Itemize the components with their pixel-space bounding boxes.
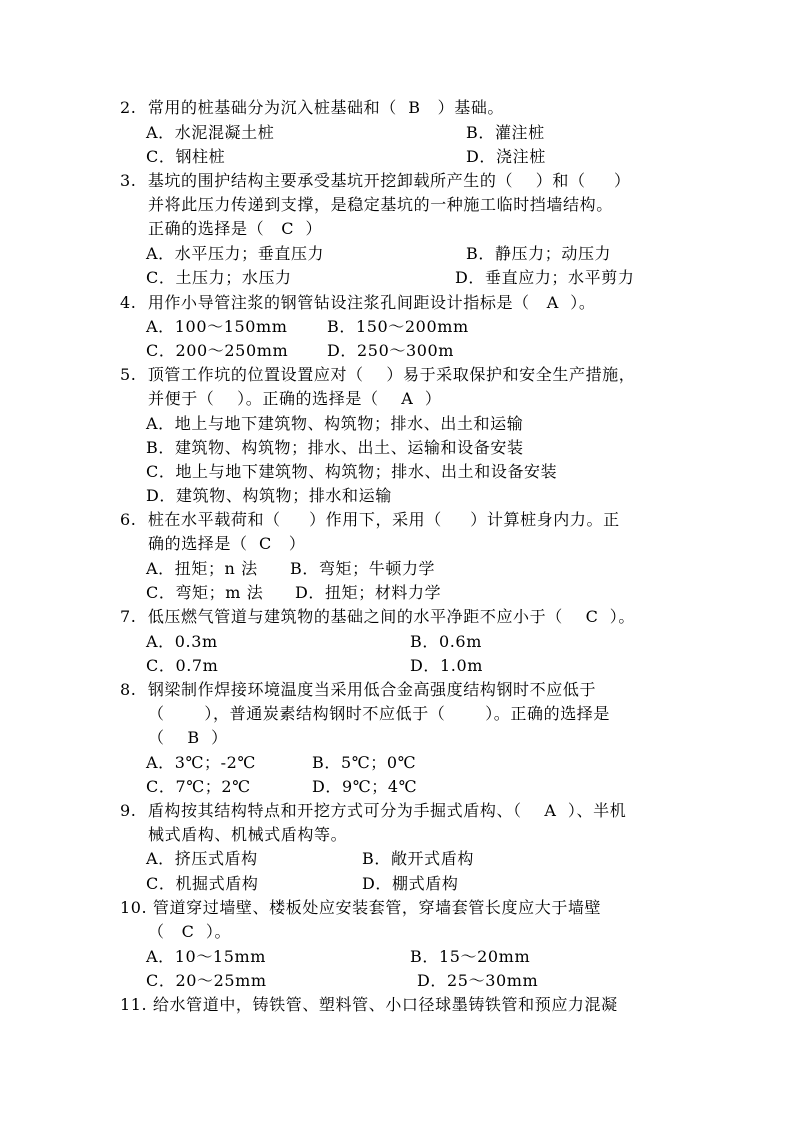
question-10-option-d: D．25～30mm (417, 971, 539, 990)
question-2-option-a: A．水泥混凝土桩 (146, 123, 275, 142)
question-8-option-d: D．9℃；4℃ (312, 777, 418, 796)
question-8-option-c: C．7℃；2℃ (146, 777, 251, 796)
question-3-stem-line-3: 正确的选择是（ C ） (148, 219, 323, 238)
question-4-option-a: A．100～150mm (146, 317, 288, 336)
question-5-stem-line-1: 5. 顶管工作坑的位置设置应对（ ）易于采取保护和安全生产措施， (120, 365, 636, 384)
question-7-option-c: C．0.7m (146, 656, 219, 675)
question-10-option-a: A．10～15mm (146, 947, 267, 966)
question-2-stem: 2. 常用的桩基础分为沉入桩基础和（ B ）基础。 (120, 98, 505, 117)
question-4-option-d: D．250～300m (327, 341, 455, 360)
question-4-stem: 4. 用作小导管注浆的钢管钻设注浆孔间距设计指标是（ A ）。 (120, 293, 596, 312)
question-3-stem-line-1: 3. 基坑的围护结构主要承受基坑开挖卸载所产生的（ ）和（ ） (120, 171, 631, 190)
question-9-stem-line-2: 械式盾构、机械式盾构等。 (148, 825, 348, 844)
question-10-option-b: B．15～20mm (410, 947, 531, 966)
question-6-option-a: A．扭矩；n 法 (146, 559, 258, 578)
question-9-option-b: B．敞开式盾构 (362, 849, 474, 868)
question-7-option-a: A．0.3m (146, 632, 218, 651)
question-8-stem-line-3: （ B ） (148, 728, 228, 747)
question-9-option-d: D．棚式盾构 (362, 874, 459, 893)
question-8-stem-line-2: （ ），普通炭素结构钢时不应低于（ ）。正确的选择是 (148, 704, 611, 723)
question-3-option-c: C．土压力；水压力 (146, 268, 292, 287)
question-5-option-c: C．地上与地下建筑物、构筑物；排水、出土和设备安装 (146, 462, 558, 481)
question-7-option-b: B．0.6m (410, 632, 482, 651)
question-4-option-b: B．150～200mm (327, 317, 469, 336)
question-3-option-b: B．静压力；动压力 (466, 244, 612, 263)
question-3-option-d: D．垂直应力；水平剪力 (455, 268, 635, 287)
question-11-stem-line-1: 11. 给水管道中，铸铁管、塑料管、小口径球墨铸铁管和预应力混凝 (120, 995, 618, 1014)
question-8-option-b: B．5℃；0℃ (312, 753, 417, 772)
question-10-stem-line-1: 10. 管道穿过墙壁、楼板处应安装套管，穿墙套管长度应大于墙壁 (120, 898, 602, 917)
question-3-option-a: A．水平压力；垂直压力 (146, 244, 325, 263)
question-6-stem-line-2: 确的选择是（ C ） (148, 534, 306, 553)
question-5-option-a: A．地上与地下建筑物、构筑物；排水、出土和运输 (146, 414, 524, 433)
question-9-option-a: A．挤压式盾构 (146, 849, 258, 868)
question-8-option-a: A．3℃；-2℃ (146, 753, 256, 772)
question-3-stem-line-2: 并将此压力传递到支撑，是稳定基坑的一种施工临时挡墙结构。 (148, 195, 613, 214)
question-4-option-c: C．200～250mm (146, 341, 289, 360)
question-9-stem-line-1: 9. 盾构按其结构特点和开挖方式可分为手掘式盾构、（ A ）、半机 (120, 801, 627, 820)
question-6-stem-line-1: 6. 桩在水平载荷和（ ）作用下，采用（ ）计算桩身内力。正 (120, 510, 620, 529)
question-10-option-c: C．20～25mm (146, 971, 267, 990)
question-6-option-c: C．弯矩；m 法 (146, 583, 264, 602)
question-10-stem-line-2: （ C ）。 (148, 922, 232, 941)
question-7-option-d: D．1.0m (410, 656, 484, 675)
question-2-option-b: B．灌注桩 (466, 123, 545, 142)
question-5-option-b: B．建筑物、构筑物；排水、出土、运输和设备安装 (146, 438, 524, 457)
question-7-stem: 7. 低压燃气管道与建筑物的基础之间的水平净距不应小于（ C ）。 (120, 607, 635, 626)
question-6-option-b: B．弯矩；牛顿力学 (290, 559, 436, 578)
question-2-option-d: D．浇注桩 (466, 147, 546, 166)
question-2-option-c: C．钢柱桩 (146, 147, 226, 166)
question-5-stem-line-2: 并便于（ ）。正确的选择是（ A ） (148, 389, 442, 408)
question-5-option-d: D．建筑物、构筑物；排水和运输 (146, 486, 392, 505)
question-9-option-c: C．机掘式盾构 (146, 874, 259, 893)
question-8-stem-line-1: 8. 钢梁制作焊接环境温度当采用低合金高强度结构钢时不应低于 (120, 680, 597, 699)
question-6-option-d: D．扭矩；材料力学 (295, 583, 442, 602)
